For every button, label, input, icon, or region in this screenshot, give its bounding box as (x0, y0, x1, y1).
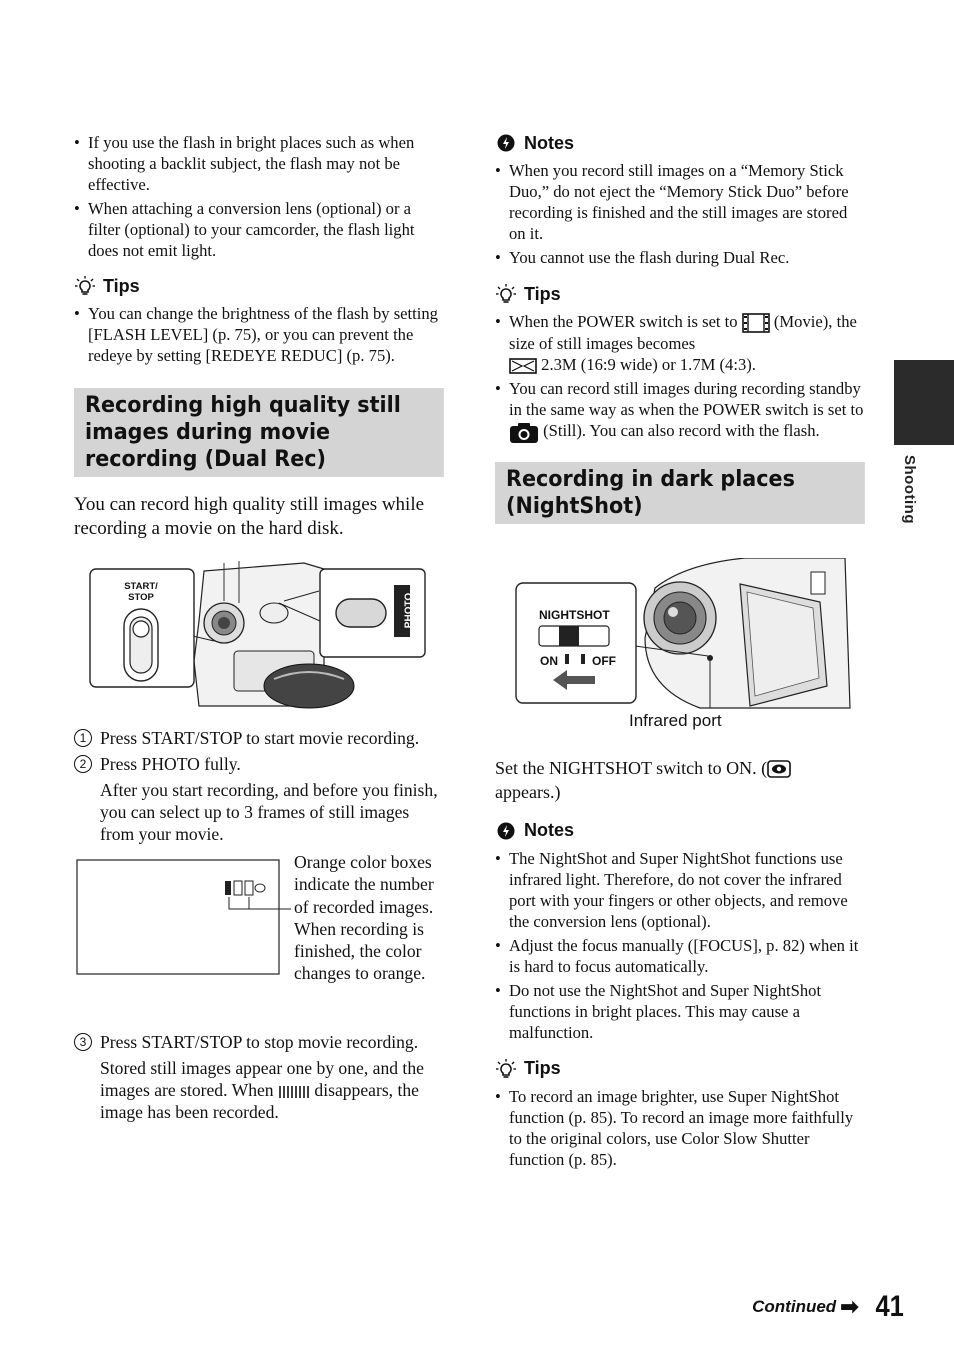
lightbulb-icon (495, 1058, 517, 1080)
step-detail-part: Stored still images appear one by one, and the images are stored. When (100, 1058, 424, 1100)
step-detail (74, 1057, 444, 1123)
notes-heading (495, 132, 865, 154)
list-item: • The NightShot and Super NightShot functions use infrared light. Therefore, do not cover the infrared port with your fingers or other objects, and remove the conversion lens (optional). (495, 848, 865, 932)
tips-bullets (495, 1086, 865, 1170)
switch-off-label: OFF (592, 653, 616, 668)
notes-icon (495, 820, 517, 842)
section-tab-marker (894, 360, 954, 445)
list-item (495, 378, 865, 443)
tips-heading (74, 275, 444, 297)
tip-text: You can record still images during recording standby in the same way as when the POWER switch is set to (509, 379, 864, 420)
tips-heading-label: Tips (524, 283, 561, 304)
notes-bullets (495, 160, 865, 268)
photo-label: PHOTO (403, 592, 415, 629)
tips-bullets (495, 311, 865, 444)
tips-bullets (74, 303, 444, 366)
list-item: • You cannot use the flash during Dual Rec. (495, 247, 865, 268)
camcorder-start-photo-figure (74, 561, 444, 711)
page-footer (752, 1290, 906, 1324)
list-item: • When attaching a conversion lens (optional) or a filter (optional) to your camcorder, the flash light does not emit light. (74, 198, 444, 261)
step-2 (74, 753, 444, 845)
flash-bullets (74, 132, 444, 261)
nightshot-instruction (495, 756, 865, 804)
infrared-port-label: Infrared port (629, 710, 722, 730)
tip-text: (Still). You can also record with the flash. (543, 421, 820, 441)
section-intro: You can record high quality still images while recording a movie on the hard disk. (74, 494, 425, 539)
step-number: 2 (74, 755, 92, 773)
tips-heading-label: Tips (103, 275, 140, 296)
right-column (495, 132, 865, 1173)
step-detail: After you start recording, and before you finish, you can select up to 3 frames of still images from your movie. (100, 780, 438, 844)
left-column (74, 132, 444, 1123)
lightbulb-icon (74, 275, 96, 297)
step-1 (74, 727, 444, 749)
dual-rec-section (74, 388, 444, 477)
section-title: Recording high quality still images during movie recording (Dual Rec) (74, 388, 444, 477)
tip-text: (Movie), the size of still images becomes (509, 312, 857, 354)
nightshot-section (495, 462, 865, 524)
movie-film-icon (742, 313, 770, 333)
list-item: • If you use the flash in bright places such as when shooting a backlit subject, the flash may not be effective. (74, 132, 444, 195)
lightbulb-icon (495, 283, 517, 305)
notes-bullets (495, 848, 865, 1043)
instruction-text: Set the NIGHTSHOT switch to ON. ( (495, 757, 768, 778)
tips-heading-label: Tips (524, 1058, 561, 1079)
notes-heading-label: Notes (524, 820, 575, 841)
switch-on-label: ON (540, 653, 558, 668)
step-text: Press PHOTO fully. (100, 754, 241, 774)
list-item: • When you record still images on a “Memory Stick Duo,” do not eject the “Memory Stick Duo” before recording is finished and the still images are stored on it. (495, 160, 865, 244)
tip-text: 2.3M (16:9 wide) or 1.7M (4:3). (541, 355, 756, 375)
tips-heading (495, 283, 865, 305)
step-number: 1 (74, 729, 92, 747)
list-item: • You can change the brightness of the flash by setting [FLASH LEVEL] (p. 75), or you can prevent the redeye by setting [REDEYE REDUC] (p. 75). (74, 303, 444, 366)
page-number: 41 (875, 1290, 904, 1323)
wide-image-size-icon (509, 357, 537, 375)
instruction-text: appears.) (495, 781, 561, 802)
lcd-screen-illustration (76, 859, 291, 979)
continued-arrow-icon: ➡ (840, 1294, 859, 1319)
nightshot-eye-icon (767, 760, 791, 778)
screen-indicator-figure (74, 852, 444, 1027)
step-number: 3 (74, 1033, 92, 1051)
nightshot-figure (495, 558, 865, 738)
notes-icon (495, 132, 517, 154)
still-camera-icon (509, 422, 539, 444)
list-item: • To record an image brighter, use Super NightShot function (p. 85). To record an image more faithfully to the original colors, use Color Slow Shutter function (p. 85). (495, 1086, 865, 1170)
list-item (495, 311, 865, 375)
still-image-progress-icon (278, 1084, 310, 1100)
indicator-callout: Orange color boxes indicate the number of recorded images. When recording is finished, the color changes to orange. (294, 852, 434, 984)
tip-text: When the POWER switch is set to (509, 312, 738, 331)
nightshot-switch-label: NIGHTSHOT (539, 607, 610, 622)
step-text: Press START/STOP to start movie recording. (100, 728, 420, 748)
notes-heading (495, 820, 865, 842)
list-item: • Do not use the NightShot and Super NightShot functions in bright places. This may cause a malfunction. (495, 980, 865, 1043)
section-tab-label: Shooting (901, 455, 918, 524)
step-text: Press START/STOP to stop movie recording. (100, 1032, 419, 1052)
step-3 (74, 1031, 444, 1123)
continued-label: Continued (752, 1297, 837, 1316)
step-detail-part: disappears, the image has been recorded. (100, 1080, 419, 1122)
notes-heading-label: Notes (524, 132, 575, 153)
section-title: Recording in dark places (NightShot) (495, 462, 865, 524)
tips-heading (495, 1058, 865, 1080)
list-item: • Adjust the focus manually ([FOCUS], p. 82) when it is hard to focus automatically. (495, 935, 865, 977)
start-stop-label: START/ STOP (124, 581, 158, 603)
